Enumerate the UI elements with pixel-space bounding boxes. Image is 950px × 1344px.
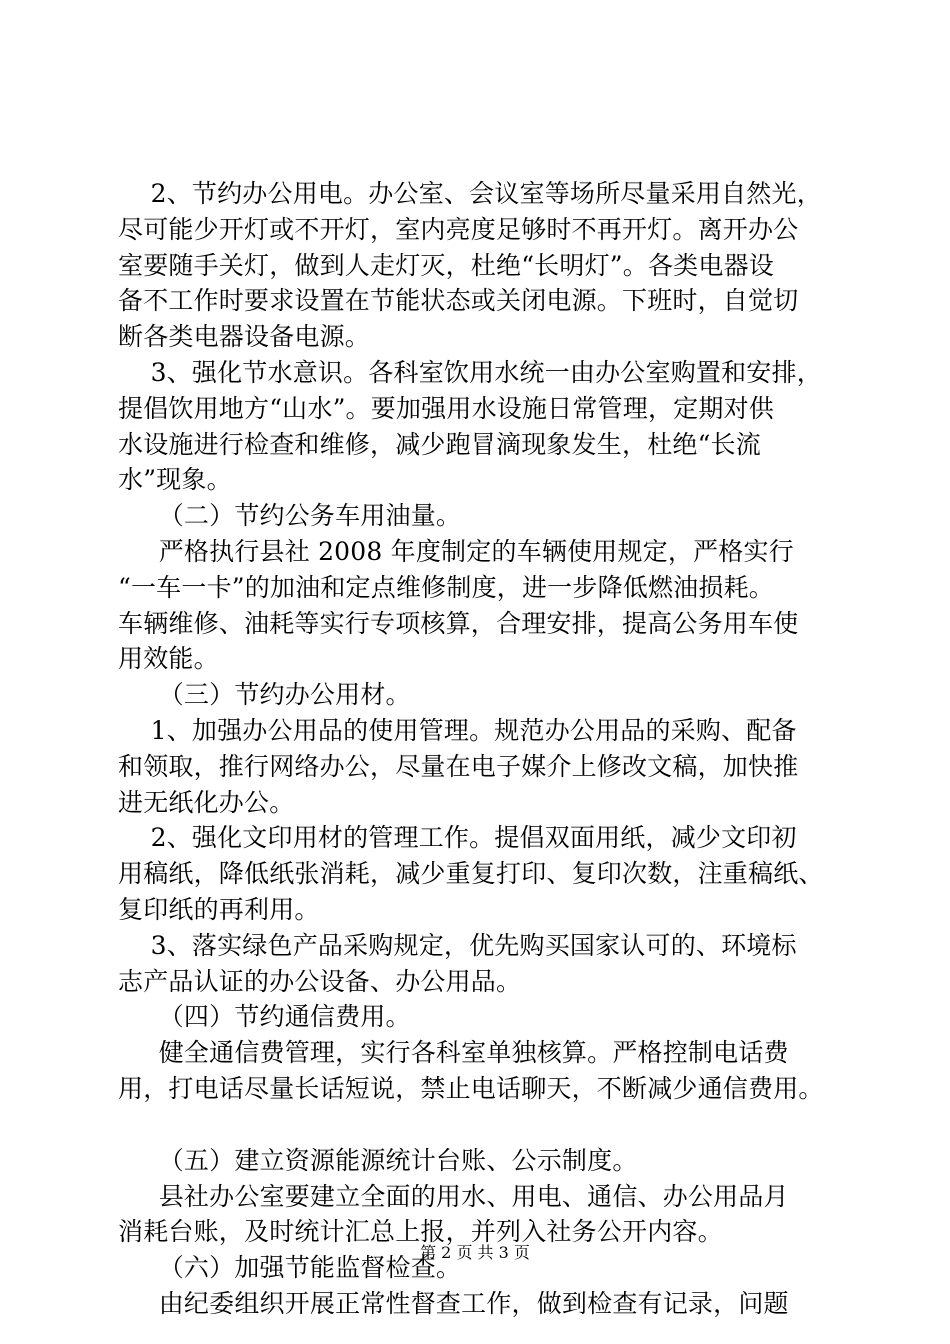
paragraph-block-1 — [118, 176, 838, 1107]
paragraph-gap — [118, 1107, 838, 1143]
text-line: 水”现象。 — [118, 465, 232, 495]
text-line: 车辆维修、油耗等实行专项核算，合理安排，提高公务用车使 — [118, 608, 799, 638]
section-heading: （六）加强节能监督检查。 — [118, 1253, 462, 1283]
text-line: 进无纸化办公。 — [118, 787, 295, 817]
page-footer — [0, 1240, 950, 1263]
text-line: 用效能。 — [118, 644, 219, 674]
document-body — [118, 176, 838, 1322]
section-heading: （五）建立资源能源统计台账、公示制度。 — [118, 1145, 638, 1175]
text-line: 断各类电器设备电源。 — [118, 322, 371, 352]
section-heading: （三）节约办公用材。 — [118, 680, 411, 710]
text-line: 2、节约办公用电。办公室、会议室等场所尽量采用自然光， — [118, 179, 822, 208]
text-line: 备不工作时要求设置在节能状态或关闭电源。下班时，自觉切 — [118, 286, 799, 316]
section-heading: （四）节约通信费用。 — [118, 1002, 411, 1032]
paragraph-block-2 — [118, 1143, 838, 1322]
text-line: 和领取，推行网络办公，尽量在电子媒介上修改文稿，加快推 — [118, 751, 799, 781]
text-line: 县社办公室要建立全面的用水、用电、通信、办公用品月 — [118, 1181, 789, 1211]
text-line: 消耗台账，及时统计汇总上报，并列入社务公开内容。 — [118, 1217, 723, 1247]
section-heading: （二）节约公务车用油量。 — [118, 501, 462, 531]
text-line: 志产品认证的办公设备、办公用品。 — [118, 966, 522, 996]
text-line: 复印纸的再利用。 — [118, 894, 320, 924]
text-line: 2、强化文印用材的管理工作。提倡双面用纸，减少文印初 — [118, 823, 797, 853]
text-line: 3、落实绿色产品采购规定，优先购买国家认可的、环境标 — [118, 930, 797, 960]
text-line: “一车一卡”的加油和定点维修制度，进一步降低燃油损耗。 — [118, 572, 774, 602]
text-line: 水设施进行检查和维修，减少跑冒滴现象发生，杜绝“长流 — [118, 429, 761, 459]
text-line: 提倡饮用地方“山水”。要加强用水设施日常管理，定期对供 — [118, 393, 774, 423]
text-line: 健全通信费管理，实行各科室单独核算。严格控制电话费 — [118, 1038, 789, 1068]
text-line: 由纪委组织开展正常性督查工作，做到检查有记录，问题 — [118, 1288, 789, 1318]
text-line: 用稿纸，降低纸张消耗，减少重复打印、复印次数，注重稿纸、 — [118, 859, 824, 889]
text-line: 严格执行县社 2008 年度制定的车辆使用规定，严格实行 — [118, 536, 794, 566]
text-line: 1、加强办公用品的使用管理。规范办公用品的采购、配备 — [118, 715, 797, 745]
page-number-label: 第 2 页 共 3 页 — [420, 1243, 530, 1262]
text-line: 室要随手关灯，做到人走灯灭，杜绝“长明灯”。各类电器设 — [118, 250, 774, 280]
text-line: 用，打电话尽量长话短说，禁止电话聊天，不断减少通信费用。 — [118, 1073, 824, 1103]
text-line: 尽可能少开灯或不开灯，室内亮度足够时不再开灯。离开办公 — [118, 214, 799, 244]
text-line: 3、强化节水意识。各科室饮用水统一由办公室购置和安排， — [118, 357, 822, 387]
